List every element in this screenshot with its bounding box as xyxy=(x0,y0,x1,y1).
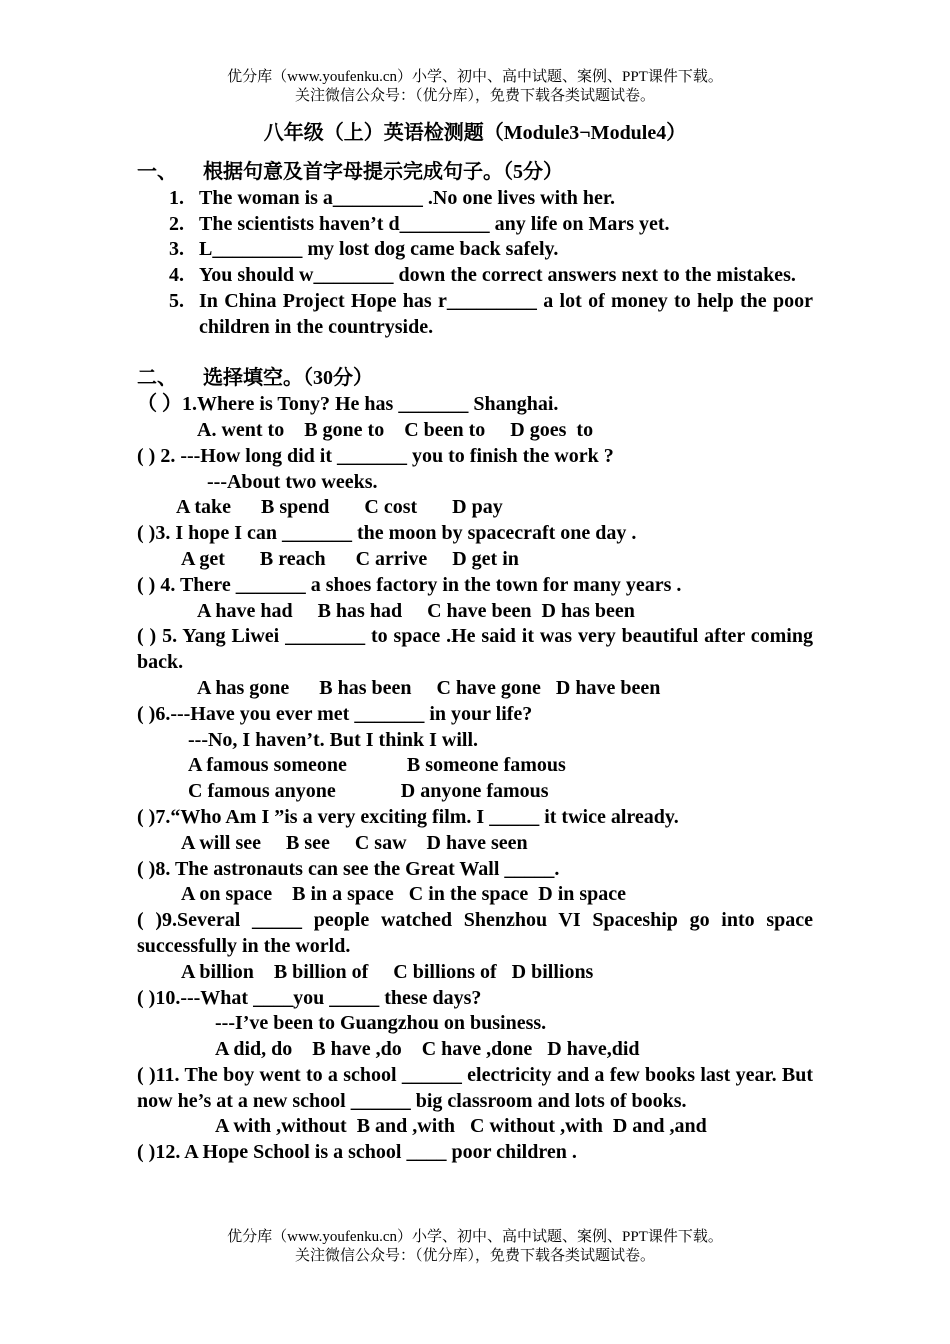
question-line: ( )12. A Hope School is a school ____ poor children . xyxy=(137,1141,577,1164)
item-text: L_________ my lost dog came back safely. xyxy=(199,238,559,261)
question-line: ( )3. I hope I can _______ the moon by spacecraft one day . xyxy=(137,522,637,545)
options-line: A get B reach C arrive D get in xyxy=(181,547,519,570)
options-line: C famous anyone D anyone famous xyxy=(188,780,549,803)
fill-in-list xyxy=(169,186,813,341)
choice-list xyxy=(137,392,813,1166)
options-line: ---I’ve been to Guangzhou on business. xyxy=(215,1012,547,1035)
options-line: ---About two weeks. xyxy=(207,470,378,493)
section-2-heading xyxy=(137,366,813,392)
question-line: ( )6.---Have you ever met _______ in your life? xyxy=(137,702,533,725)
section-1-number: 一、 xyxy=(137,161,177,183)
options-line: A take B spend C cost D pay xyxy=(176,496,503,519)
item-text: You should w________ down the correct answers next to the mistakes. xyxy=(199,264,796,287)
item-number: 2. xyxy=(169,212,184,235)
page-header xyxy=(0,68,950,106)
item-number: 3. xyxy=(169,238,184,261)
fill-item xyxy=(169,237,813,263)
item-number: 4. xyxy=(169,264,184,287)
item-number: 5. xyxy=(169,289,184,312)
item-number: 1. xyxy=(169,186,184,209)
footer-line-1: 优分库（www.youfenku.cn）小学、初中、高中试题、案例、PPT课件下载。 xyxy=(227,1229,723,1245)
page-footer xyxy=(0,1228,950,1266)
footer-line-2: 关注微信公众号：（优分库），免费下载各类试题试卷。 xyxy=(294,1248,655,1264)
options-line: A with ,without B and ,with C without ,with D and ,and xyxy=(215,1115,707,1138)
exam-content xyxy=(137,160,813,1166)
options-line: ---No, I haven’t. But I think I will. xyxy=(188,728,479,751)
item-text: The scientists haven’t d_________ any life on Mars yet. xyxy=(199,212,670,235)
options-line: A on space B in a space C in the space D in space xyxy=(181,883,627,906)
header-line-2: 关注微信公众号：（优分库），免费下载各类试题试卷。 xyxy=(294,88,655,104)
question-line: ( )9.Several _____ people watched Shenzhou VI Spaceship go into space successfully in the world. xyxy=(137,909,813,957)
options-line: A billion B billion of C billions of D billions xyxy=(181,960,594,983)
question-line: ( )8. The astronauts can see the Great Wall _____. xyxy=(137,857,560,880)
options-line: A famous someone B someone famous xyxy=(188,754,566,777)
options-line: A did, do B have ,do C have ,done D have,did xyxy=(215,1038,640,1061)
page-title: 八年级（上）英语检测题（Module3¬Module4） xyxy=(263,122,687,144)
fill-item xyxy=(169,289,813,341)
item-text: In China Project Hope has r_________ a lot of money to help the poor children in the countryside. xyxy=(199,289,813,338)
fill-item xyxy=(169,186,813,212)
section-1-title: 根据句意及首字母提示完成句子。（5分） xyxy=(203,161,563,183)
options-line: A has gone B has been C have gone D have been xyxy=(197,676,661,699)
item-text: The woman is a_________ .No one lives with her. xyxy=(199,186,615,209)
options-line: A have had B has had C have been D has been xyxy=(197,599,635,622)
spacer xyxy=(137,341,813,367)
section-1-heading xyxy=(137,160,813,186)
question-line: ( )11. The boy went to a school ______ electricity and a few books last year. But now he’s at a new school ______ big classroom and lots of books. xyxy=(137,1063,813,1112)
section-2-number: 二、 xyxy=(137,367,177,390)
options-line: A. went to B gone to C been to D goes to xyxy=(197,418,594,441)
section-2-title: 选择填空。（30分） xyxy=(203,367,373,390)
fill-item xyxy=(169,212,813,238)
question-line: ( )10.---What ____you _____ these days? xyxy=(137,986,482,1009)
question-line: ( ) 5. Yang Liwei ________ to space .He said it was very beautiful after coming back. xyxy=(137,625,813,674)
question-line: ( ) 2. ---How long did it _______ you to finish the work ? xyxy=(137,444,614,467)
header-line-1: 优分库（www.youfenku.cn）小学、初中、高中试题、案例、PPT课件下载。 xyxy=(227,69,723,85)
fill-item xyxy=(169,263,813,289)
question-line: ( )7.“Who Am I ”is a very exciting film. I _____ it twice already. xyxy=(137,805,679,828)
options-line: A will see B see C saw D have seen xyxy=(181,831,528,854)
question-line: （ ）1.Where is Tony? He has _______ Shanghai. xyxy=(137,393,559,416)
question-line: ( ) 4. There _______ a shoes factory in the town for many years . xyxy=(137,573,682,596)
